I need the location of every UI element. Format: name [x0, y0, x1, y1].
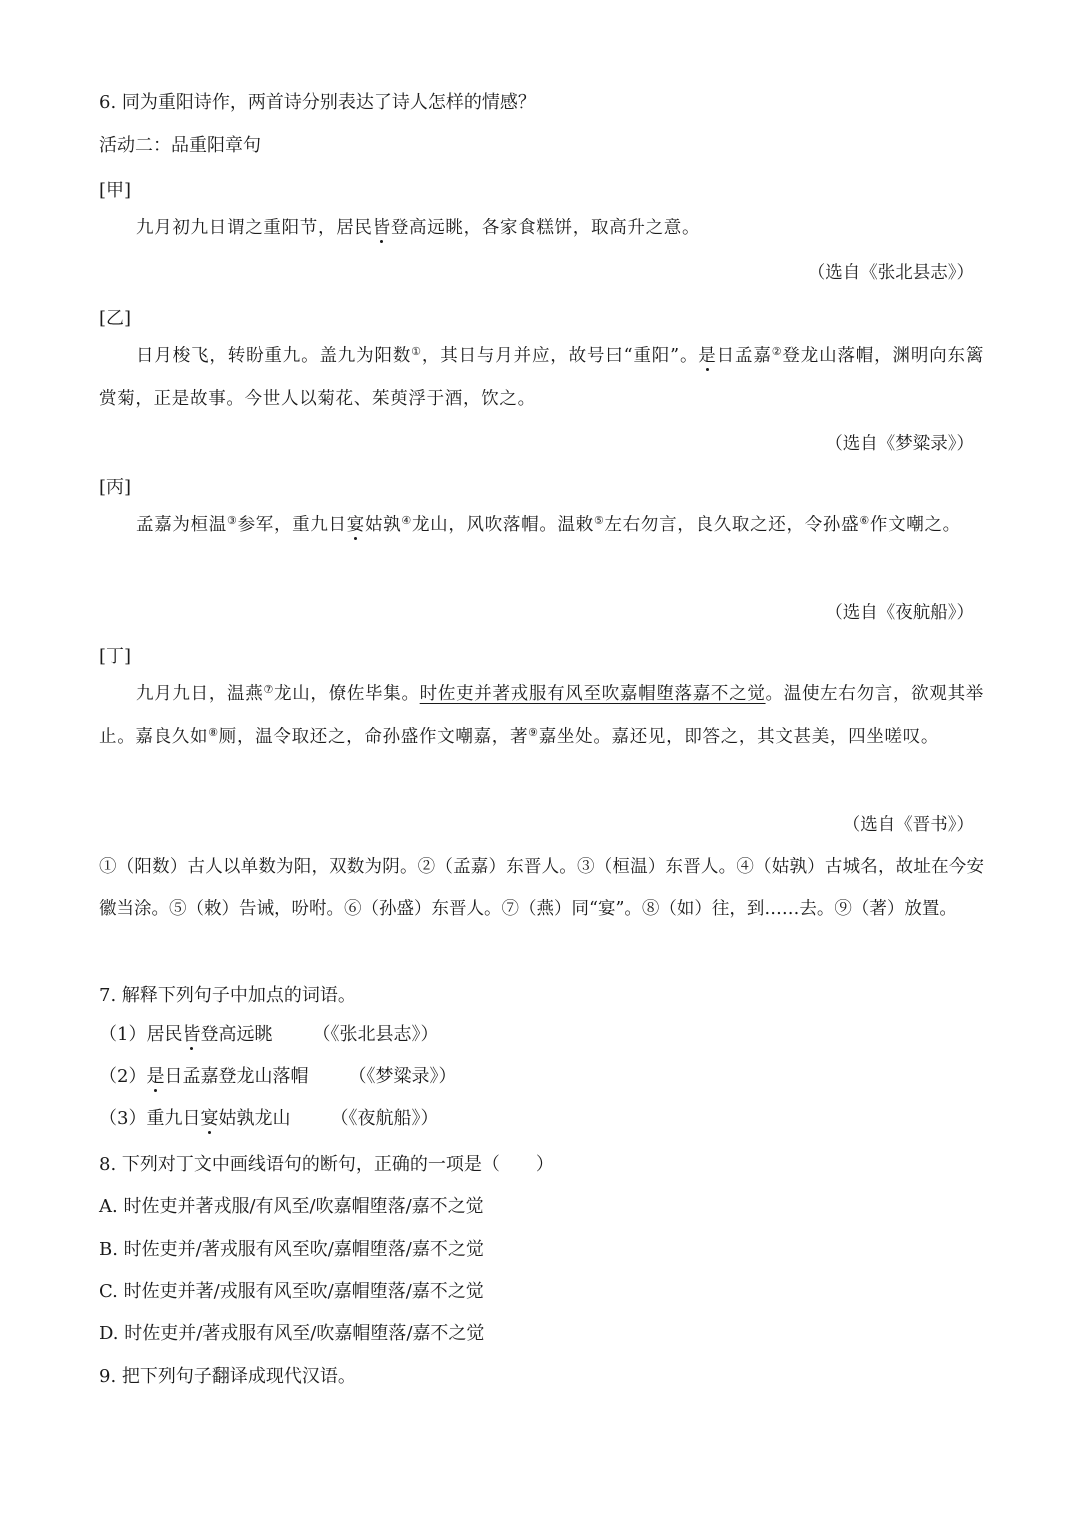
- passage-bing-source: （选自《夜航船》）: [825, 603, 974, 623]
- passage-jia-source: （选自《张北县志》）: [807, 263, 974, 283]
- option-d: D. 时佐吏并/著戎服有风至/吹嘉帽堕落/嘉不之觉: [99, 1323, 485, 1344]
- question-6: 6. 同为重阳诗作，两首诗分别表达了诗人怎样的情感？: [99, 92, 536, 113]
- passage-ding-text: 九月九日，温燕⑦龙山，僚佐毕集。时佐吏并著戎服有风至吹嘉帽堕落嘉不之觉。温使左右勿言，欲观其举止。嘉良久如⑧厕，温令取还之，命孙盛作文嘲嘉，著⑨嘉坐处。嘉还见，即答之，其文甚美，四坐嗟叹。: [99, 683, 984, 747]
- option-c: C. 时佐吏并著/戎服有风至吹/嘉帽堕落/嘉不之觉: [99, 1281, 484, 1302]
- passage-ding-label: [丁]: [99, 646, 132, 667]
- underlined-sentence: 时佐吏并著戎服有风至吹嘉帽堕落嘉不之觉: [419, 684, 766, 704]
- activity-2-heading: 活动二：品重阳章句: [99, 135, 261, 156]
- dotted-char: 宴: [346, 515, 365, 535]
- footnote-8: ⑧: [208, 725, 219, 739]
- passage-bing-label: [丙]: [99, 477, 132, 498]
- question-7-title: 7. 解释下列句子中加点的词语。: [99, 985, 356, 1006]
- footnote-6: ⑥: [859, 514, 870, 527]
- dotted-char: 宴: [200, 1108, 219, 1129]
- dotted-char: 皆: [182, 1024, 201, 1045]
- passage-ding-source: （选自《晋书》）: [842, 815, 974, 835]
- passage-yi-source: （选自《梦粱录》）: [825, 434, 974, 454]
- dotted-char: 是: [698, 346, 717, 366]
- question-7-item-1: （1）居民皆登高远眺 （《张北县志》）: [99, 1024, 439, 1045]
- dotted-char: 皆: [372, 218, 391, 238]
- footnote-3: ③: [227, 514, 238, 527]
- option-b: B. 时佐吏并/著戎服有风至吹/嘉帽堕落/嘉不之觉: [99, 1239, 484, 1260]
- dotted-char: 是: [146, 1066, 165, 1087]
- footnote-9: ⑨: [528, 725, 539, 739]
- question-9: 9. 把下列句子翻译成现代汉语。: [99, 1366, 356, 1387]
- footnote-1: ①: [411, 345, 422, 358]
- question-7-item-2: （2）是日孟嘉登龙山落帽 （《梦粱录》）: [99, 1066, 457, 1087]
- option-a: A. 时佐吏并著戎服/有风至/吹嘉帽堕落/嘉不之觉: [99, 1196, 484, 1217]
- passage-jia-label: [甲]: [99, 180, 132, 201]
- passage-jia-text: 九月初九日谓之重阳节，居民皆登高远眺，各家食糕饼，取高升之意。: [136, 218, 701, 238]
- footnote-2: ②: [771, 345, 783, 358]
- footnotes: ①（阳数）古人以单数为阳，双数为阴。②（孟嘉）东晋人。③（桓温）东晋人。④（姑孰）古城名，故址在今安徽当涂。⑤（敕）告诫，吩咐。⑥（孙盛）东晋人。⑦（燕）同“宴”。⑧（如）往，到……去。⑨（著）放置。: [99, 857, 984, 919]
- footnote-4: ④: [401, 514, 412, 527]
- footnote-7: ⑦: [263, 683, 275, 696]
- footnote-5: ⑤: [593, 514, 605, 527]
- passage-yi-text: 日月梭飞，转盼重九。盖九为阳数①，其日与月并应，故号曰“重阳”。是日孟嘉②登龙山落帽，渊明向东篱赏菊，正是故事。今世人以菊花、茱萸浮于酒，饮之。: [99, 345, 985, 409]
- passage-yi-label: [乙]: [99, 308, 132, 329]
- passage-bing-text: 孟嘉为桓温③参军，重九日宴姑孰④龙山，风吹落帽。温敕⑤左右勿言，良久取之还，令孙盛⑥作文嘲之。: [136, 514, 961, 535]
- question-8-title: 8. 下列对丁文中画线语句的断句，正确的一项是（ ）: [99, 1154, 554, 1175]
- question-7-item-3: （3）重九日宴姑孰龙山 （《夜航船》）: [99, 1108, 439, 1129]
